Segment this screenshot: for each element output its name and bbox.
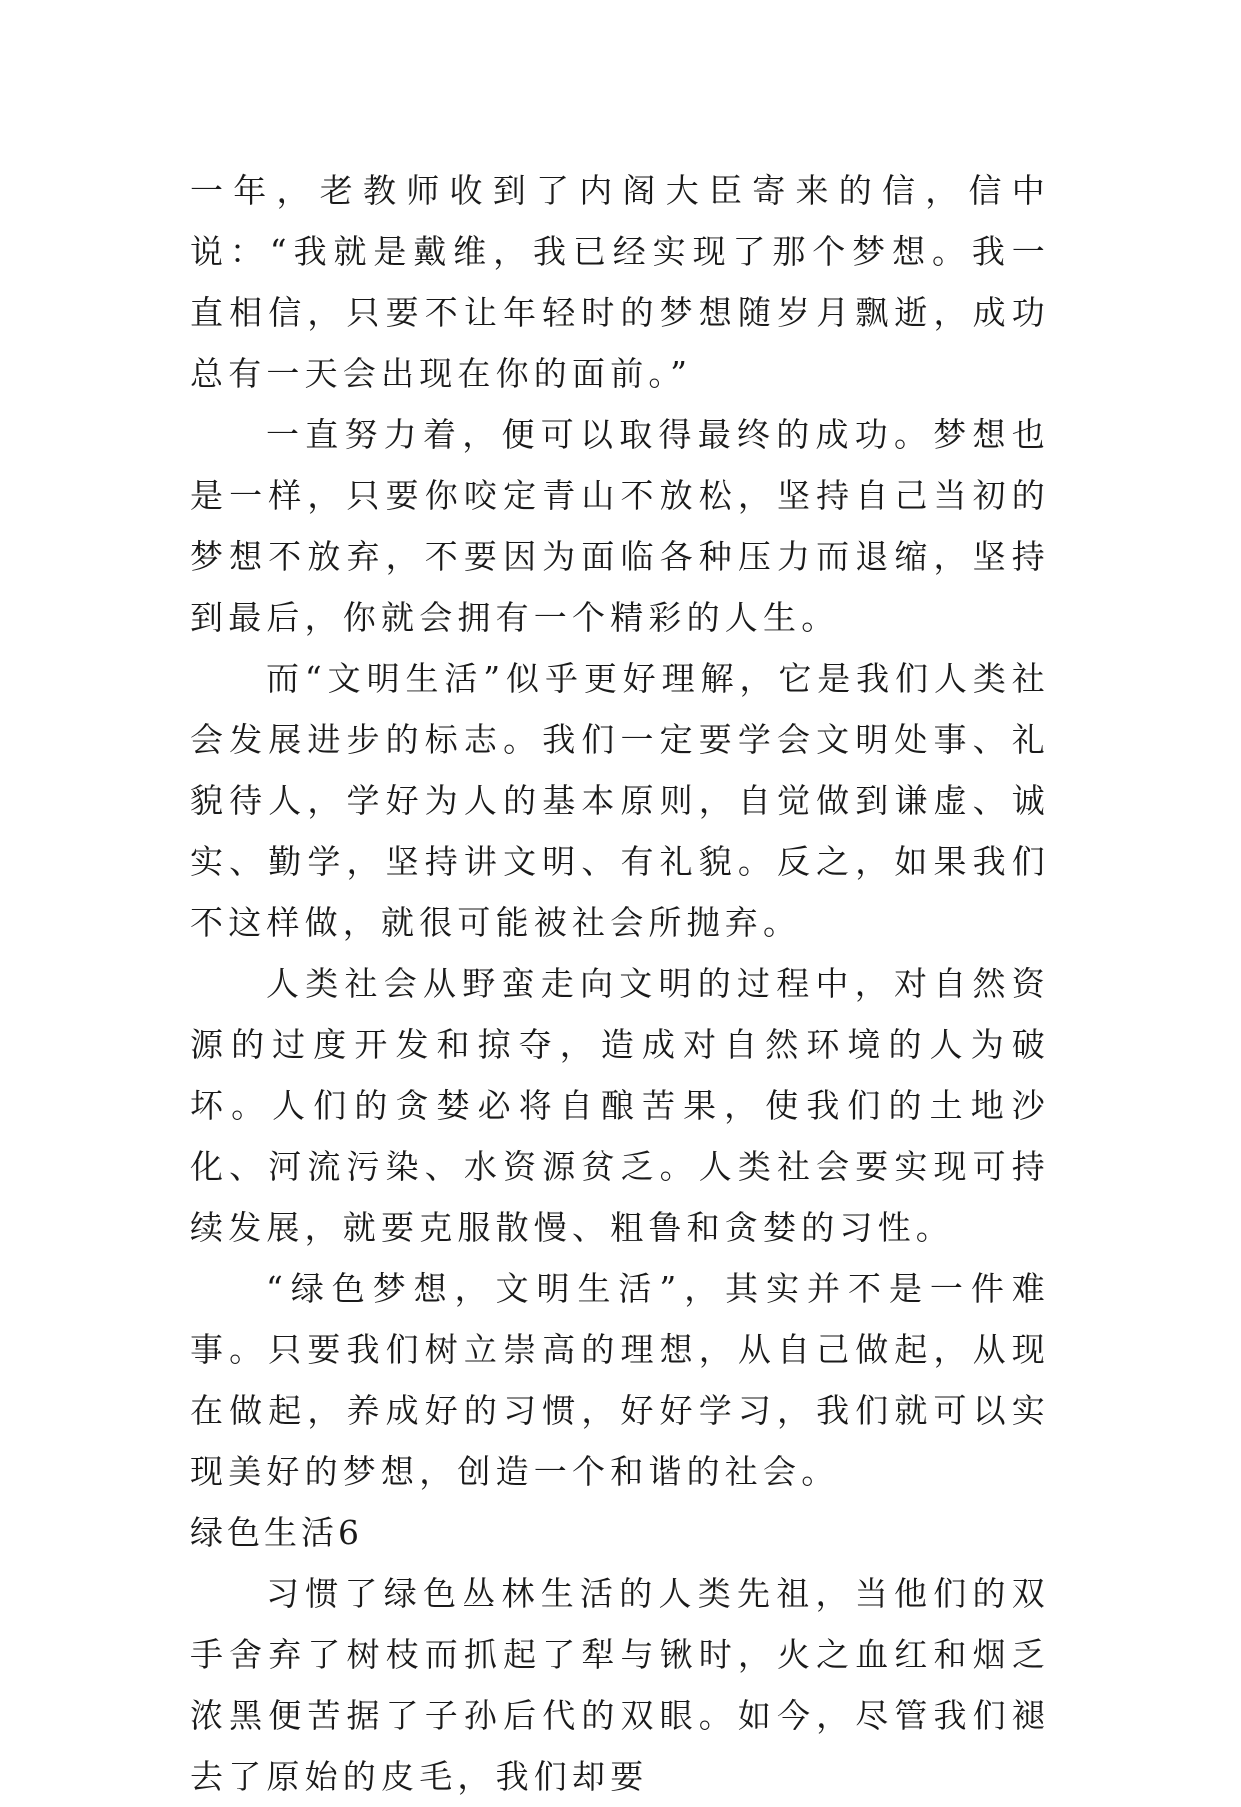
document-body: [190, 160, 1050, 1807]
paragraph-green-dream: “绿色梦想，文明生活”，其实并不是一件难事。只要我们树立崇高的理想，从自己做起，从现在做起，养成好的习惯，好好学习，我们就可以实现美好的梦想，创造一个和谐的社会。: [190, 1269, 1050, 1491]
paragraph-persistence: 一直努力着，便可以取得最终的成功。梦想也是一样，只要你咬定青山不放松，坚持自己当初的梦想不放弃，不要因为面临各种压力而退缩，坚持到最后，你就会拥有一个精彩的人生。: [190, 415, 1050, 637]
paragraph-letter-from-davy: 一年，老教师收到了内阁大臣寄来的信，信中说：“我就是戴维，我已经实现了那个梦想。我一直相信，只要不让年轻时的梦想随岁月飘逝，成功总有一天会出现在你的面前。”: [190, 171, 1050, 393]
paragraph-nature-destruction: 人类社会从野蛮走向文明的过程中，对自然资源的过度开发和掠夺，造成对自然环境的人为破坏。人们的贪婪必将自酿苦果，使我们的土地沙化、河流污染、水资源贫乏。人类社会要实现可持续发展，就要克服散慢、粗鲁和贪婪的习性。: [190, 964, 1050, 1247]
paragraph-ancestors: 习惯了绿色丛林生活的人类先祖，当他们的双手舍弃了树枝而抓起了犁与锹时，火之血红和烟乏浓黑便苦据了子孙后代的双眼。如今，尽管我们褪去了原始的皮毛，我们却要: [190, 1574, 1050, 1796]
section-heading: 绿色生活6: [190, 1513, 363, 1552]
paragraph-civilized-life: 而“文明生活”似乎更好理解，它是我们人类社会发展进步的标志。我们一定要学会文明处事、礼貌待人，学好为人的基本原则，自觉做到谦虚、诚实、勤学，坚持讲文明、有礼貌。反之，如果我们不这样做，就很可能被社会所抛弃。: [190, 659, 1050, 942]
